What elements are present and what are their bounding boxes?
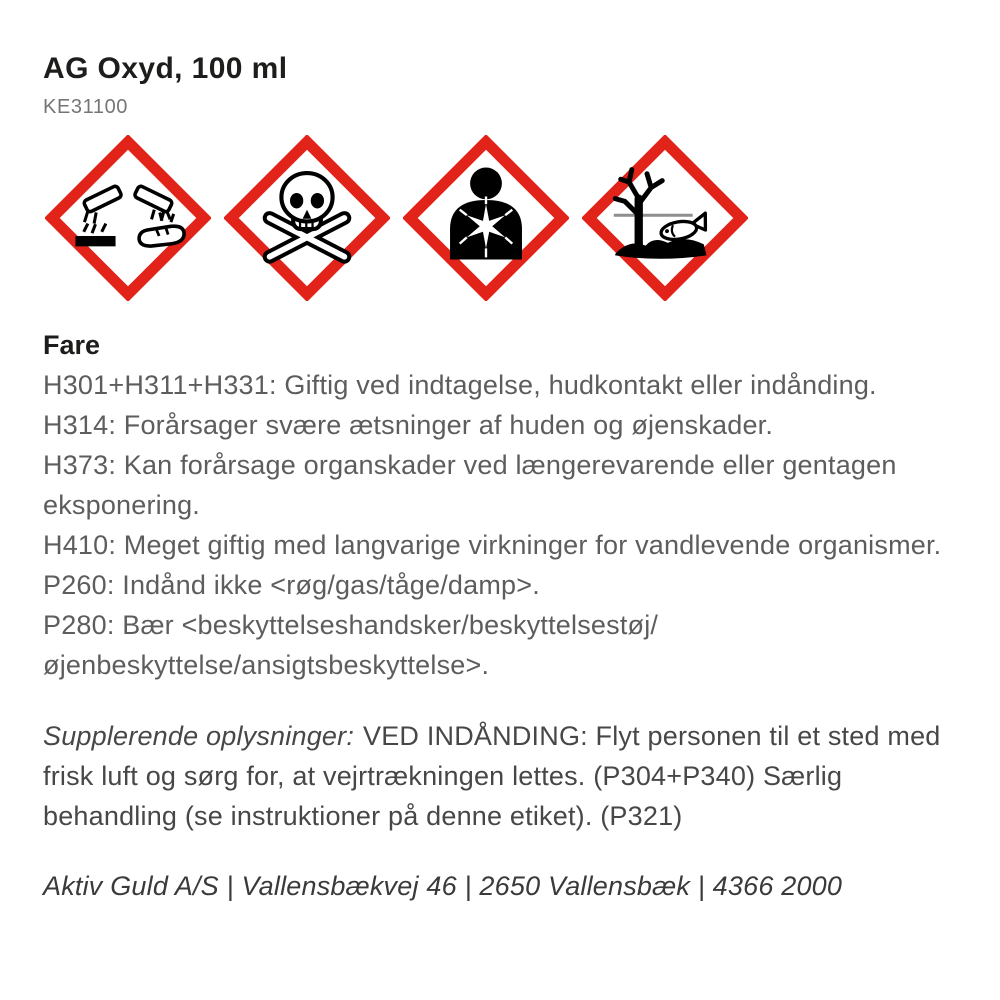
hazard-statement-line: H410: Meget giftig med langvarige virkninger for vandlevende organismer. — [43, 530, 942, 560]
supplementary-line: behandling (se instruktioner på denne etiket). (P321) — [43, 801, 683, 831]
supplementary-information — [43, 716, 970, 836]
ghs09-environment-icon — [582, 135, 748, 301]
hazard-pictogram-row — [45, 135, 970, 301]
ghs08-health-hazard-icon — [403, 135, 569, 301]
product-code: KE31100 — [43, 96, 129, 118]
supplementary-text: VED INDÅNDING: Flyt personen til et sted med — [363, 721, 941, 751]
hazard-statements — [43, 365, 970, 685]
hazard-statement-line: H314: Forårsager svære ætsninger af huden og øjenskader. — [43, 410, 774, 440]
hazard-statement-line: eksponering. — [43, 490, 201, 520]
precautionary-statement-line: P280: Bær <beskyttelseshandsker/beskyttelsestøj/ — [43, 610, 659, 640]
ghs06-skull-crossbones-icon — [224, 135, 390, 301]
hazard-statement-line: H301+H311+H331: Giftig ved indtagelse, hudkontakt eller indånding. — [43, 370, 877, 400]
signal-word: Fare — [43, 330, 101, 360]
supplier-address: Aktiv Guld A/S | Vallensbækvej 46 | 2650 Vallensbæk | 4366 2000 — [43, 871, 843, 901]
supplementary-lead-label: Supplerende oplysninger: — [43, 721, 355, 751]
page-title: AG Oxyd, 100 ml — [43, 52, 288, 85]
supplementary-line: frisk luft og sørg for, at vejrtrækningen lettes. (P304+P340) Særlig — [43, 761, 843, 791]
precautionary-statement-line: P260: Indånd ikke <røg/gas/tåge/damp>. — [43, 570, 540, 600]
hazard-statement-line: H373: Kan forårsage organskader ved længerevarende eller gentagen — [43, 450, 897, 480]
supplementary-line — [43, 716, 970, 756]
ghs05-corrosion-icon — [45, 135, 211, 301]
precautionary-statement-line: øjenbeskyttelse/ansigtsbeskyttelse>. — [43, 650, 490, 680]
